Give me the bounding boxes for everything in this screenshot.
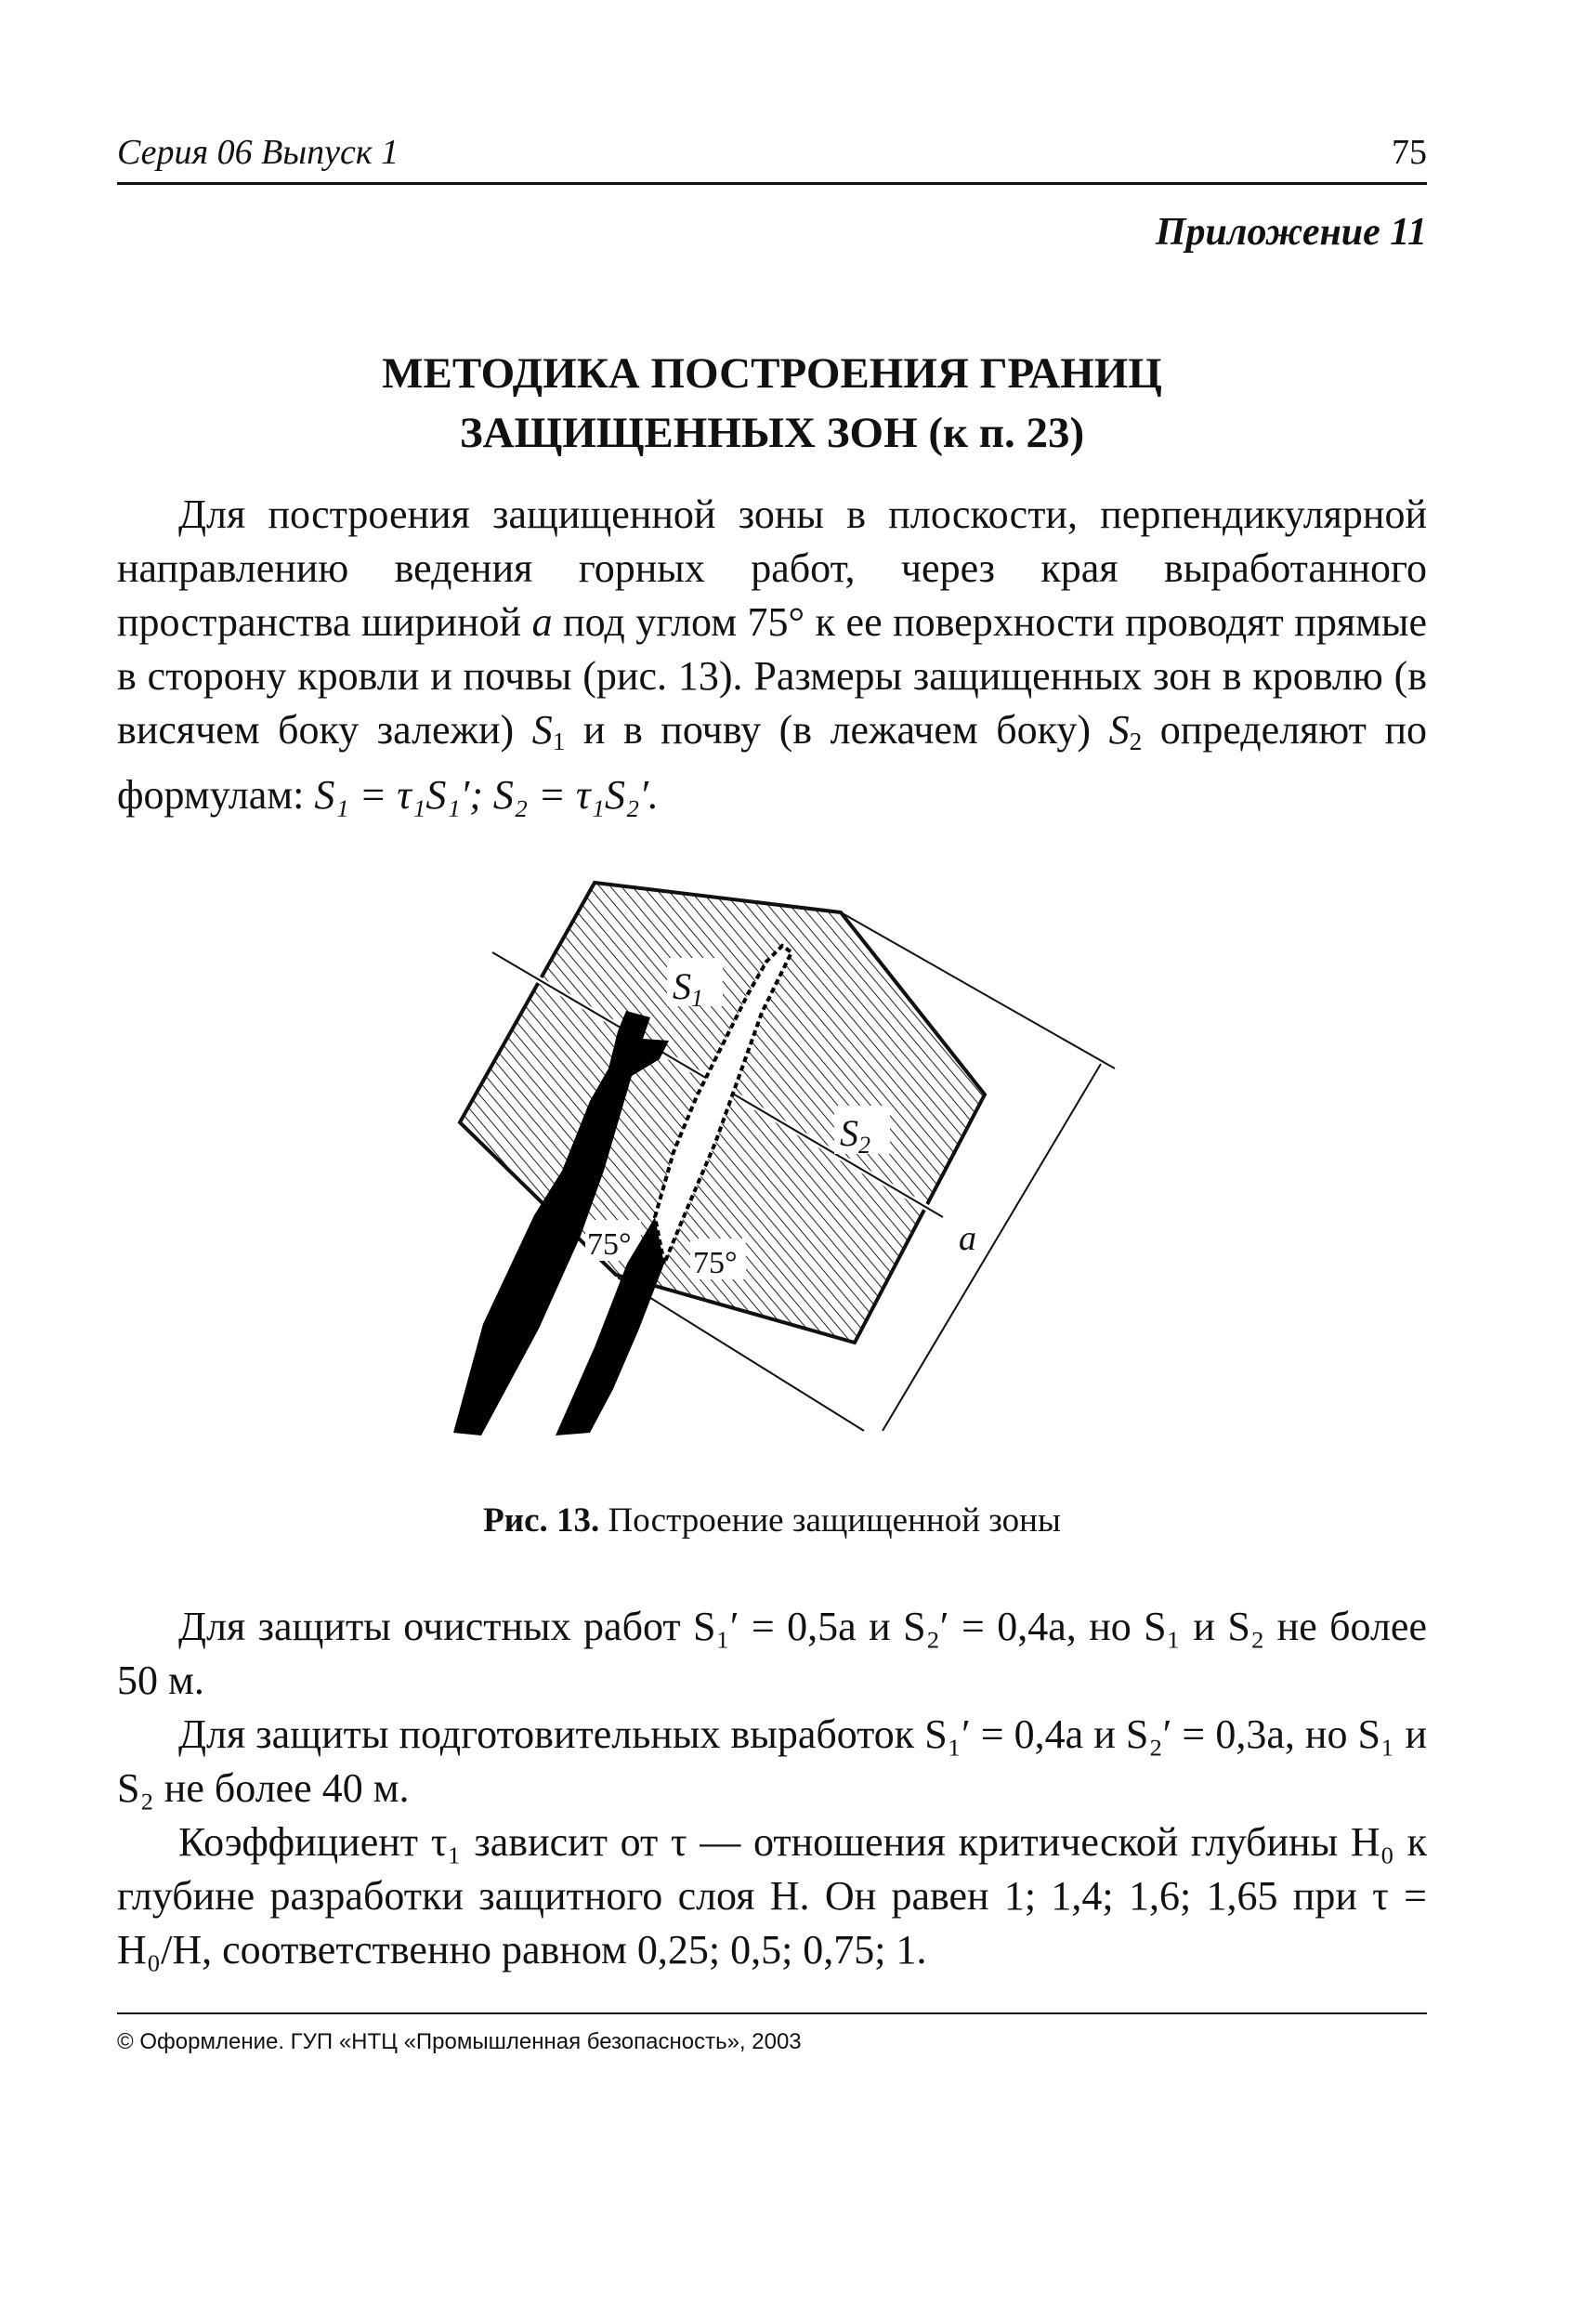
paragraph-text: и в почву (в лежачем боку) [565,707,1109,753]
appendix-label: Приложение 11 [1155,211,1427,254]
subscript: 2 [1129,727,1143,755]
label-s2: $S_2$ [840,1112,870,1159]
paragraph-development-workings: Для защиты подготовительных выработок S₁′ = 0,4a и S₂′ = 0,3a, но S₁ и S₂ не более 40 м. [117,1711,1427,1811]
paragraph-clearing-works: Для защиты очистных работ S₁′ = 0,5a и S₂′ = 0,4a, но S₁ и S₂ не более 50 м. [117,1604,1427,1703]
paragraph-coefficient: Коэффициент τ₁ зависит от τ — отношения критической глубины H₀ к глубине разработки защитного слоя H. Он равен 1; 1,4; 1,6; 1,65 при τ = H₀/H, соответственно равном 0,25; 0,5; 0,75; 1. [117,1819,1427,1973]
angle-left: 75° [587,1227,632,1262]
page-number: 75 [1392,133,1427,172]
series-label: Серия 06 Выпуск 1 [117,133,399,172]
var-s2: S [1108,707,1130,753]
title-line-1: МЕТОДИКА ПОСТРОЕНИЯ ГРАНИЦ [382,349,1162,398]
paragraph-method [117,488,1427,822]
paragraph-text: Для построения защищенной зоны в плоскости, перпендикулярной направлению ведения горных работ, через края выработанного пространства шириной [117,492,1427,645]
protected-zone-diagram [427,864,1133,1468]
angle-right: 75° [693,1246,738,1280]
var-s1: S [531,707,553,753]
figure-13 [427,864,1133,1468]
copyright-footer: © Оформление. ГУП «НТЦ «Промышленная безопасность», 2003 [117,2029,802,2054]
figure-caption [117,1501,1427,1540]
subscript: 1 [552,727,566,755]
var-a: a [531,599,553,645]
caption-label: Рис. 13. [483,1501,600,1540]
label-s1: $S_1$ [673,965,703,1012]
section-title [117,344,1427,463]
footer-rule [117,2012,1427,2014]
label-a: a [959,1219,976,1258]
title-line-2: ЗАЩИЩЕННЫХ ЗОН (к п. 23) [459,409,1085,457]
paragraph-text: под углом 75° к ее поверхности проводят прямые в сторону кровли и почвы (рис. 13). Размеры защищенных зон в кровлю (в висячем боку залежи) [117,599,1427,753]
caption-text: Построение защищенной зоны [599,1501,1061,1540]
formula: S₁ = τ₁S₁′; S₂ = τ₁S₂′. [314,771,659,818]
running-header [117,132,1427,186]
paragraph-text: определяют по формулам: [117,707,1427,818]
header-rule [117,182,1427,185]
